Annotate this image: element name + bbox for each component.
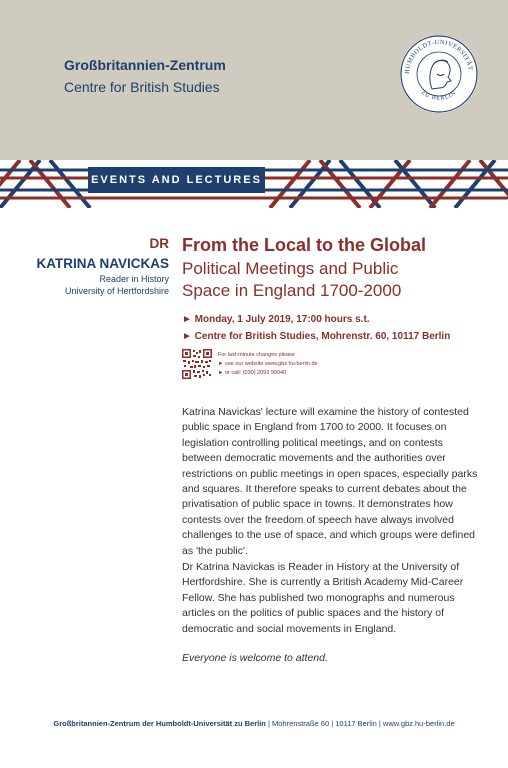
speaker-institution: University of Hertfordshire <box>64 286 169 296</box>
footer <box>0 719 508 728</box>
welcome-note: Everyone is welcome to attend. <box>182 652 328 664</box>
qr-code-icon <box>182 349 212 379</box>
notice-line2: ► see our website www.gbz.hu-berlin.de <box>218 361 318 367</box>
event-venue: ► Centre for British Studies, Mohrenstr. 60, 10117 Berlin <box>182 331 451 342</box>
org-name-de: Großbritannien-Zentrum <box>64 57 226 73</box>
events-band: EVENTS AND LECTURES <box>88 167 265 193</box>
university-seal-icon <box>399 34 479 114</box>
notice-line1: For last-minute changes please <box>218 352 295 358</box>
lecture-subtitle-line1: Political Meetings and Public <box>182 259 399 278</box>
speaker-role: Reader in History <box>99 274 169 284</box>
speaker-title: DR <box>149 236 169 251</box>
footer-address: | Mohrenstraße 60 | 10117 Berlin | www.gbz.hu-berlin.de <box>267 719 455 728</box>
svg-text:HUMBOLDT-UNIVERSITÄT: HUMBOLDT-UNIVERSITÄT <box>403 38 474 75</box>
svg-text:ZU BERLIN: ZU BERLIN <box>419 89 458 102</box>
notice-line3: ► or call: (030) 2093 99040 <box>218 370 287 376</box>
speaker-bio: Dr Katrina Navickas is Reader in History at the University of Hertfordshire. She is currently a British Academy Mid-Career Fellow. She has published two monographs and numerous articles on the politics of public spaces and the history of democratic and social movements in England. <box>182 561 464 635</box>
lecture-description: Katrina Navickas' lecture will examine the history of contested public space in England from 1700 to 2000. It focuses on legislation controlling political meetings, and on contests between democratic movements and the authorities over restrictions on public meetings in open spaces, especially parks and squares. It therefore speaks to current debates about the privatisation of public space in towns. It demonstrates how contests over the freedom of speech have always involved challenges to the use of space, and which groups were defined as 'the public'. <box>182 406 478 557</box>
event-date: ► Monday, 1 July 2019, 17:00 hours s.t. <box>182 314 370 325</box>
lecture-subtitle-line2: Space in England 1700-2000 <box>182 281 402 300</box>
speaker-name: KATRINA NAVICKAS <box>36 256 169 271</box>
footer-org: Großbritannien-Zentrum der Humboldt-Universität zu Berlin <box>53 719 266 728</box>
lecture-title: From the Local to the Global <box>182 235 427 255</box>
org-name-en: Centre for British Studies <box>64 79 220 95</box>
